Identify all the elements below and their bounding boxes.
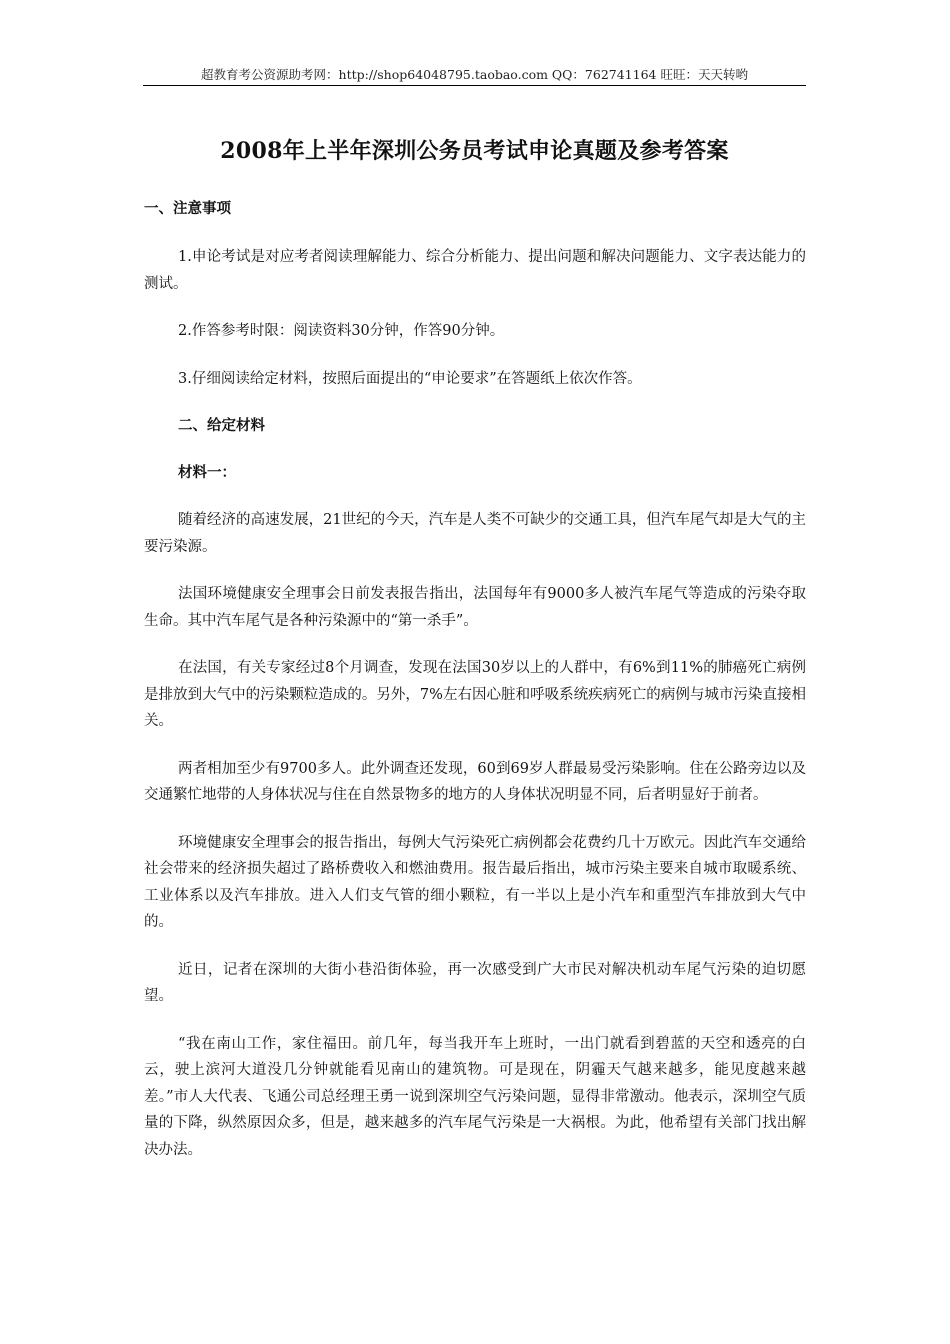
section-heading-materials: 二、给定材料	[178, 417, 265, 434]
page-header: 超教育考公资源助考网：http://shop64048795.taobao.com QQ：762741164 旺旺：天天转哟	[201, 67, 748, 82]
material-paragraph: 近日，记者在深圳的大街小巷沿街体验，再一次感受到广大市民对解决机动车尾气污染的迫切愿望。	[144, 961, 806, 1004]
material-paragraph: 两者相加至少有9700多人。此外调查还发现，60到69岁人群最易受污染影响。住在公路旁边以及交通繁忙地带的人身体状况与住在自然景物多的地方的人身体状况明显不同，后者明显好于前者。	[144, 760, 806, 803]
material-paragraph: 随着经济的高速发展，21世纪的今天，汽车是人类不可缺少的交通工具，但汽车尾气却是大气的主要污染源。	[144, 512, 806, 555]
material-paragraph: 法国环境健康安全理事会日前发表报告指出，法国每年有9000多人被汽车尾气等造成的污染夺取生命。其中汽车尾气是各种污染源中的“第一杀手”。	[144, 586, 806, 629]
material-paragraph: 在法国，有关专家经过8个月调查，发现在法国30岁以上的人群中，有6%到11%的肺癌死亡病例是排放到大气中的污染颗粒造成的。另外，7%左右因心脏和呼吸系统疾病死亡的病例与城市污染直接相关。	[144, 660, 806, 729]
section-heading-notes: 一、注意事项	[144, 200, 231, 217]
document-body	[144, 196, 806, 1163]
header-divider	[143, 85, 806, 86]
note-item: 2.作答参考时限：阅读资料30分钟，作答90分钟。	[178, 323, 505, 339]
note-item: 1.申论考试是对应考者阅读理解能力、综合分析能力、提出问题和解决问题能力、文字表达能力的测试。	[144, 249, 806, 292]
material-paragraph: “我在南山工作，家住福田。前几年，每当我开车上班时，一出门就看到碧蓝的天空和透亮的白云，驶上滨河大道没几分钟就能看见南山的建筑物。可是现在，阴霾天气越来越多，能见度越来越差。”市人大代表、飞通公司总经理王勇一说到深圳空气污染问题，显得非常激动。他表示，深圳空气质量的下降，纵然原因众多，但是，越来越多的汽车尾气污染是一大祸根。为此，他希望有关部门找出解决办法。	[144, 1035, 806, 1158]
document-title: 2008年上半年深圳公务员考试申论真题及参考答案	[220, 138, 729, 164]
note-item: 3.仔细阅读给定材料，按照后面提出的“申论要求”在答题纸上依次作答。	[178, 370, 642, 387]
material-label: 材料一：	[178, 464, 236, 481]
material-paragraph: 环境健康安全理事会的报告指出，每例大气污染死亡病例都会花费约几十万欧元。因此汽车交通给社会带来的经济损失超过了路桥费收入和燃油费用。报告最后指出，城市污染主要来自城市取暖系统、工业体系以及汽车排放。进入人们支气管的细小颗粒，有一半以上是小汽车和重型汽车排放到大气中的。	[144, 834, 806, 930]
